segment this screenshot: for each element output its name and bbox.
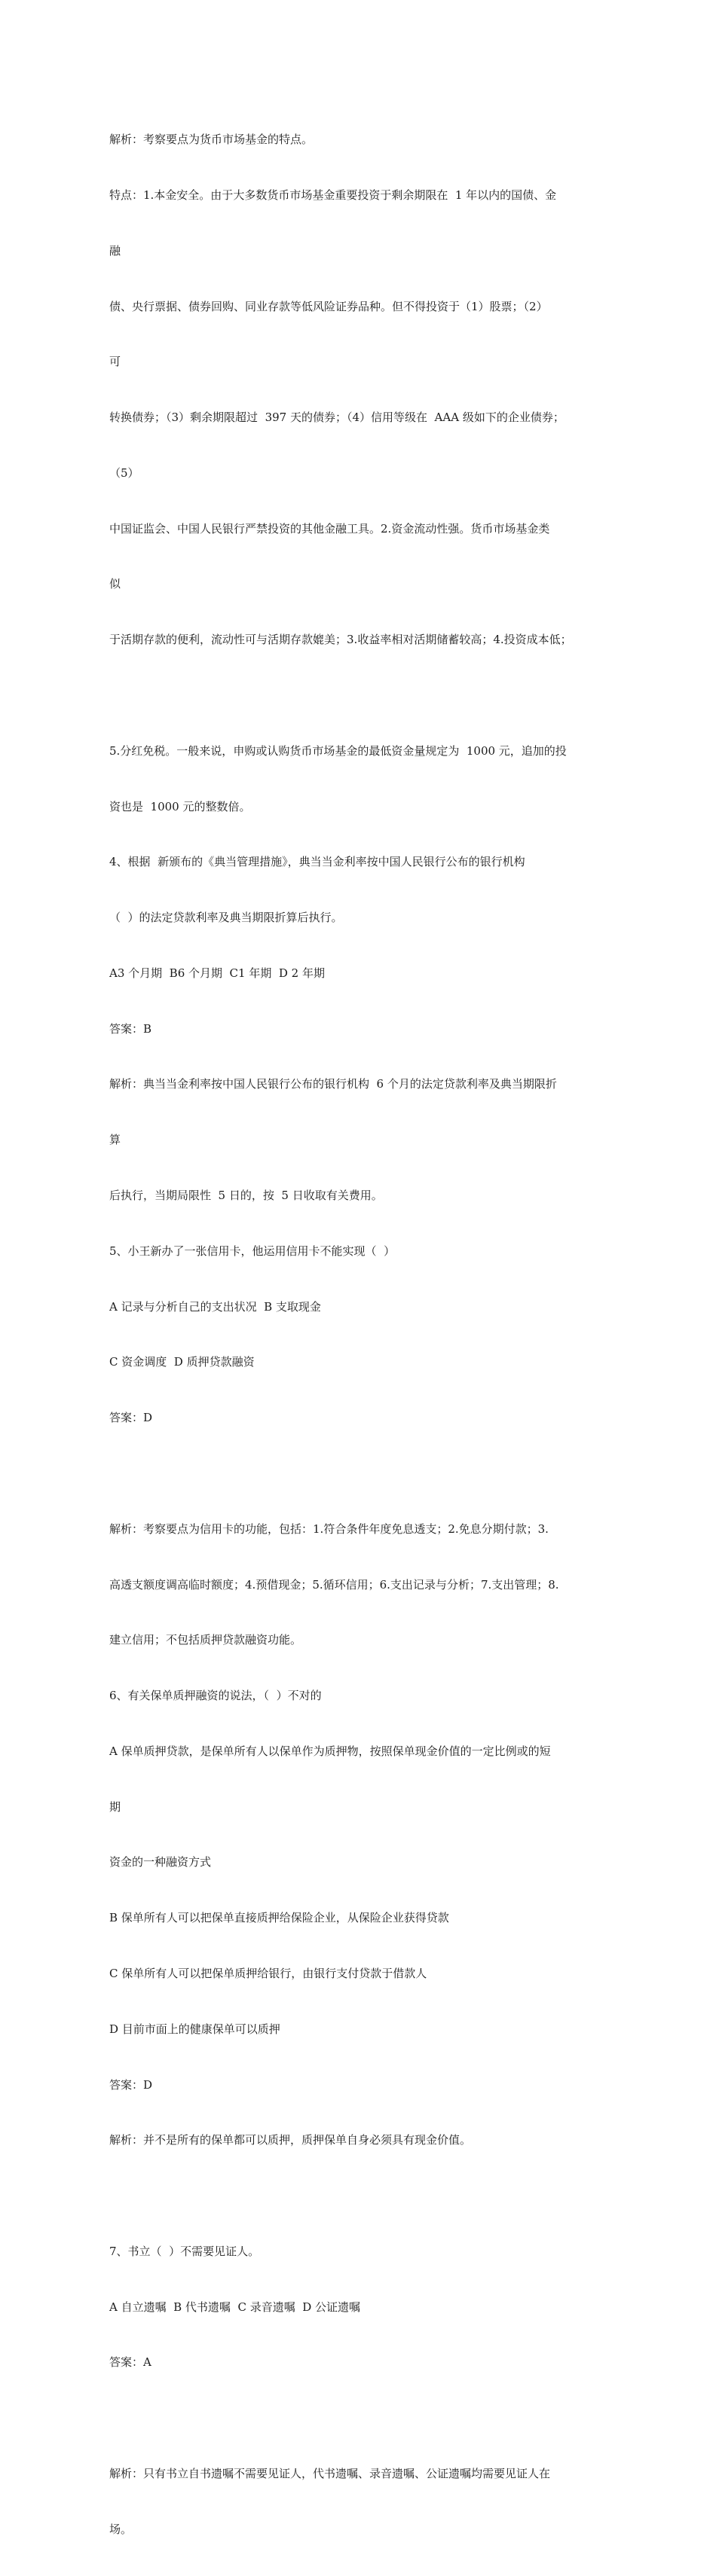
options-line: C 资金调度 D 质押贷款融资 bbox=[109, 1355, 255, 1369]
answer-line: 答案：B bbox=[109, 1021, 152, 1036]
answer-line: 答案：D bbox=[109, 2077, 153, 2092]
text-line: 资也是 1000 元的整数倍。 bbox=[109, 799, 251, 813]
options-line: A 自立遗嘱 B 代书遗嘱 C 录音遗嘱 D 公证遗嘱 bbox=[109, 2300, 361, 2314]
options-line: A3 个月期 B6 个月期 C1 年期 D 2 年期 bbox=[109, 966, 325, 980]
question-5: 5、小王新办了一张信用卡，他运用信用卡不能实现（ ） bbox=[109, 1244, 396, 1258]
text-line: 中国证监会、中国人民银行严禁投资的其他金融工具。2.资金流动性强。货币市场基金类 bbox=[109, 521, 550, 536]
blank-line bbox=[109, 2187, 622, 2205]
text-line: 解析：考察要点为信用卡的功能，包括：1.符合条件年度免息透支；2.免息分期付款；3. bbox=[109, 1521, 549, 1536]
blank-line bbox=[109, 1464, 622, 1483]
text-line: （5） bbox=[109, 465, 139, 480]
text-line: 5.分红免税。一般来说，申购或认购货币市场基金的最低资金量规定为 1000 元，追加的投 bbox=[109, 743, 567, 758]
text-line: 于活期存款的便利，流动性可与活期存款媲美；3.收益率相对活期储蓄较高；4.投资成本低； bbox=[109, 633, 572, 647]
text-line: 解析：考察要点为货币市场基金的特点。 bbox=[109, 133, 314, 147]
text-line: 解析：典当当金利率按中国人民银行公布的银行机构 6 个月的法定贷款利率及典当期限折 bbox=[109, 1077, 557, 1091]
blank-line bbox=[109, 686, 622, 705]
text-line: 融 bbox=[109, 243, 121, 258]
text-line: 债、央行票据、债券回购、同业存款等低风险证券品种。但不得投资于（1）股票；（2） bbox=[109, 299, 548, 313]
text-line: 解析：并不是所有的保单都可以质押，质押保单自身必须具有现金价值。 bbox=[109, 2133, 472, 2147]
options-line: A 保单质押贷款，是保单所有人以保单作为质押物，按照保单现金价值的一定比例或的短 bbox=[109, 1744, 551, 1758]
text-line: 解析：只有书立自书遗嘱不需要见证人，代书遗嘱、录音遗嘱、公证遗嘱均需要见证人在 bbox=[109, 2467, 551, 2480]
text-line: 特点：1.本金安全。由于大多数货币市场基金重要投资于剩余期限在 1 年以内的国债、金 bbox=[109, 188, 557, 202]
text-line: （ ）的法定贷款利率及典当期限折算后执行。 bbox=[109, 911, 343, 925]
question-6: 6、有关保单质押融资的说法，（ ）不对的 bbox=[109, 1689, 322, 1703]
question-7: 7、书立（ ）不需要见证人。 bbox=[109, 2244, 260, 2258]
text-line: 算 bbox=[109, 1133, 121, 1147]
text-line: 后执行，当期局限性 5 日的，按 5 日收取有关费用。 bbox=[109, 1189, 383, 1203]
blank-line bbox=[109, 2409, 622, 2428]
question-4: 4、根据 新颁布的《典当管理措施》，典当当金利率按中国人民银行公布的银行机构 bbox=[109, 855, 525, 869]
options-line: A 记录与分析自己的支出状况 B 支取现金 bbox=[109, 1299, 321, 1314]
text-line: 高透支额度调高临时额度；4.预借现金；5.循环信用；6.支出记录与分析；7.支出管理；8. bbox=[109, 1577, 559, 1592]
answer-line: 答案：A bbox=[109, 2355, 151, 2370]
text-line: 资金的一种融资方式 bbox=[109, 1855, 212, 1869]
text-line: 建立信用；不包括质押贷款融资功能。 bbox=[109, 1633, 302, 1647]
options-line: D 目前市面上的健康保单可以质押 bbox=[109, 2022, 280, 2036]
options-line: B 保单所有人可以把保单直接质押给保险企业，从保险企业获得贷款 bbox=[109, 1911, 449, 1925]
document-body bbox=[109, 93, 622, 2576]
text-line: 可 bbox=[109, 355, 121, 369]
text-line: 转换债券；（3）剩余期限超过 397 天的债券；（4）信用等级在 AAA 级如下的企业债券； bbox=[109, 411, 565, 425]
text-line: 场。 bbox=[109, 2522, 133, 2536]
answer-line: 答案：D bbox=[109, 1411, 153, 1425]
text-line: 似 bbox=[109, 577, 121, 591]
options-line: C 保单所有人可以把保单质押给银行，由银行支付贷款于借款人 bbox=[109, 1966, 427, 1980]
text-line: 期 bbox=[109, 1799, 121, 1814]
